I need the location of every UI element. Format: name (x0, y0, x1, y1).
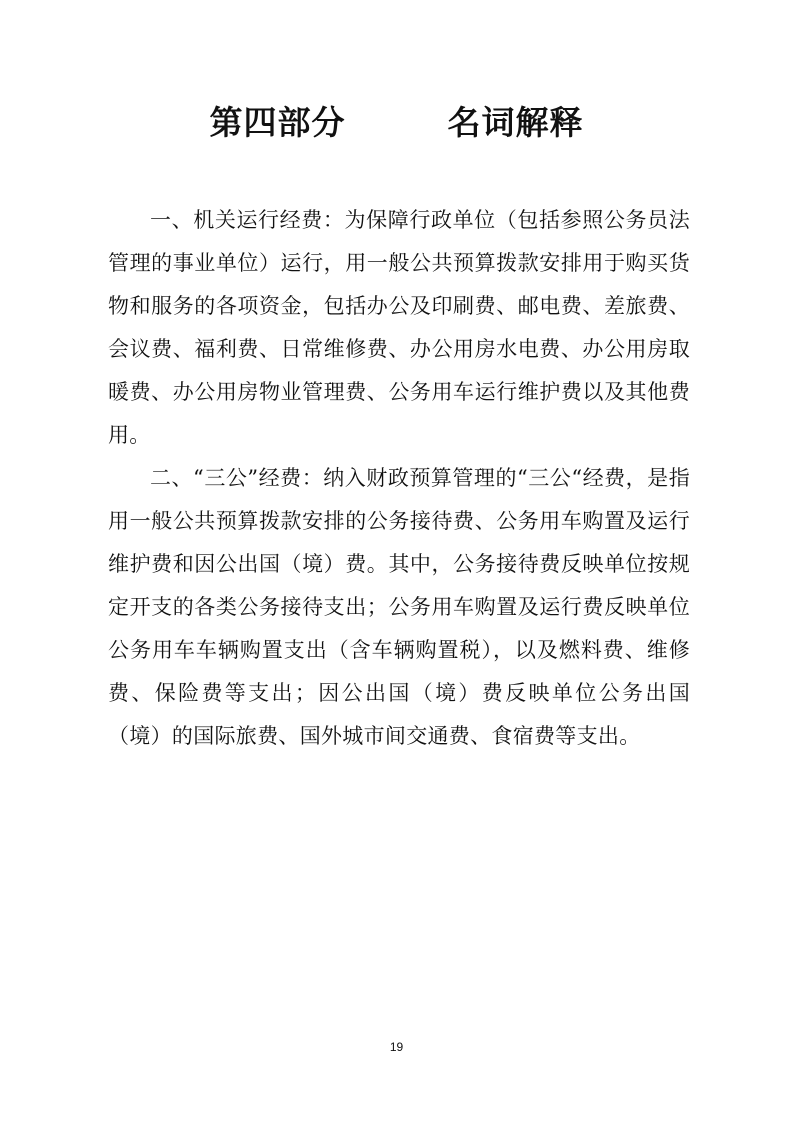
page-number: 19 (389, 1040, 404, 1054)
document-body (108, 199, 690, 758)
page-title: 第四部分 名词解释 (209, 103, 584, 142)
paragraph-three-public-expenses: 二、“三公”经费：纳入财政预算管理的“三公“经费，是指用一般公共预算拨款安排的公务接待费、公务用车购置及运行维护费和因公出国（境）费。其中，公务接待费反映单位按规定开支的各类公务接待支出；公务用车购置及运行费反映单位公务用车车辆购置支出（含车辆购置税），以及燃料费、维修费、保险费等支出；因公出国（境）费反映单位公务出国（境）的国际旅费、国外城市间交通费、食宿费等支出。 (108, 466, 690, 748)
paragraph-operating-expenses: 一、机关运行经费：为保障行政单位（包括参照公务员法管理的事业单位）运行，用一般公共预算拨款安排用于购买货物和服务的各项资金，包括办公及印刷费、邮电费、差旅费、会议费、福利费、日常维修费、办公用房水电费、办公用房取暖费、办公用房物业管理费、公务用车运行维护费以及其他费用。 (108, 208, 690, 447)
